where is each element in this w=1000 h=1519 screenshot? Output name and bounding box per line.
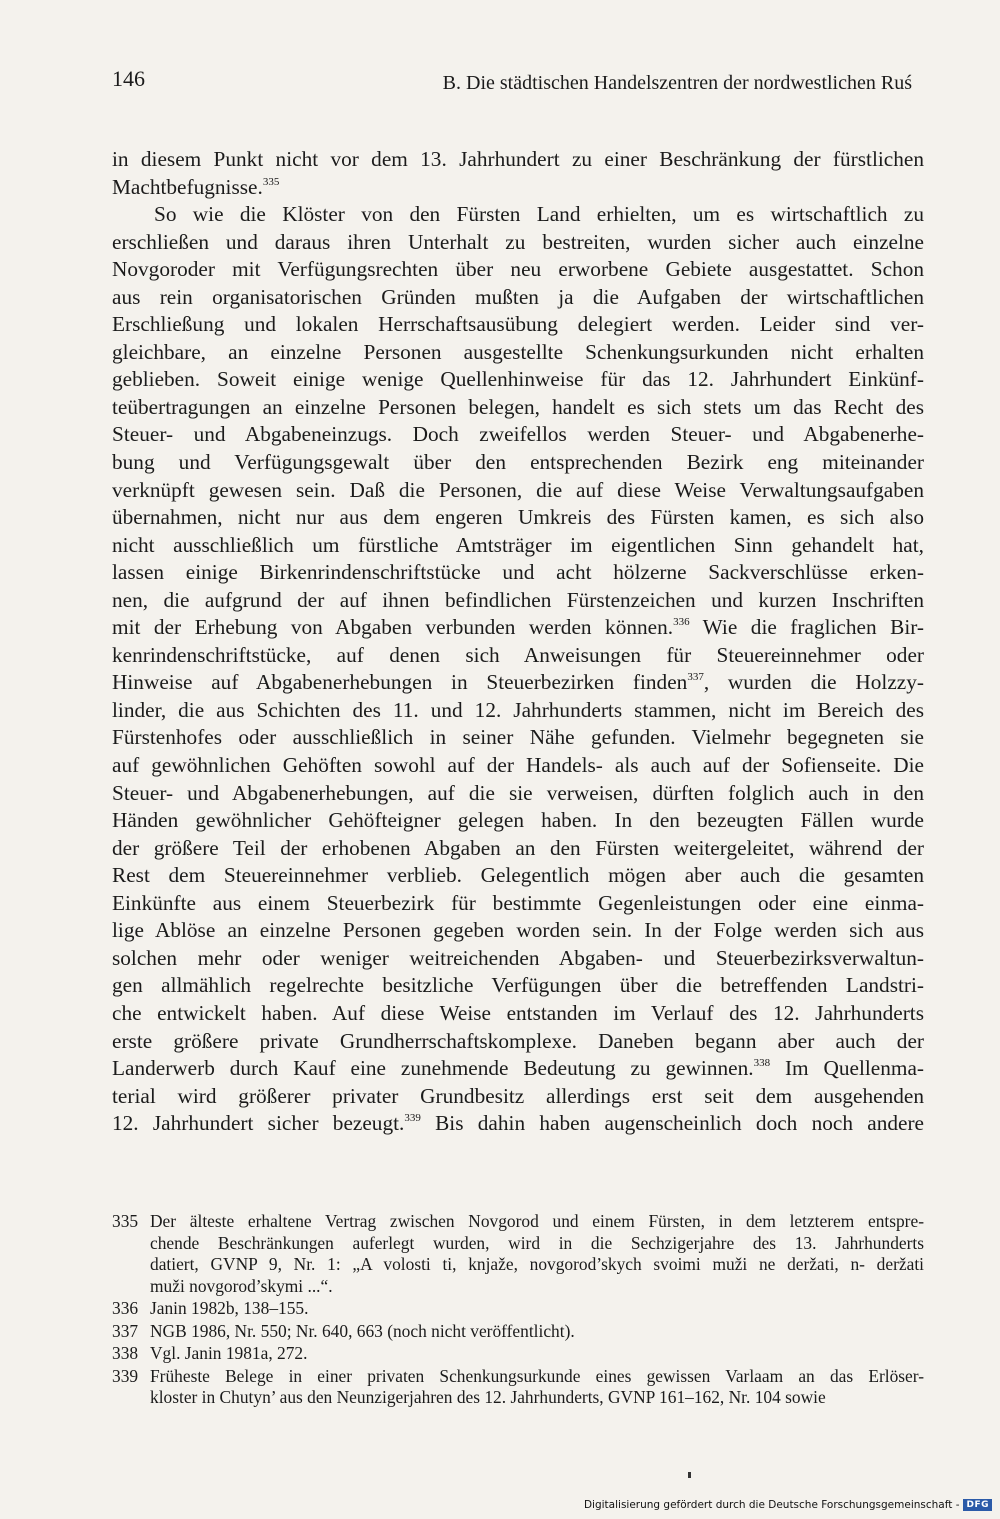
footnote-ref[interactable]: 335	[262, 175, 280, 188]
line-text: geblieben. Soweit einige wenige Quellenhinweise für das 12. Jahrhundert Einkünf-	[112, 367, 924, 392]
line-text: bung und Verfügungsgewalt über den entsprechenden Bezirk eng miteinander	[112, 450, 924, 475]
line-text: Novgoroder mit Verfügungsrechten über neu erworbene Gebiete ausgestattet. Schon	[112, 257, 924, 282]
line-text: der größere Teil der erhobenen Abgaben an den Fürsten weitergeleitet, während der	[112, 835, 924, 860]
footnote-line: kloster in Chutyn’ aus den Neunzigerjahren des 12. Jahrhunderts, GVNP 161–162, Nr. 104 sowie	[150, 1387, 826, 1407]
line-text: terial wird größerer privater Grundbesitz allerdings erst seit dem ausgehenden	[112, 1083, 924, 1108]
page-number: 146	[112, 66, 145, 91]
line-text: mit der Erhebung von Abgaben verbunden werden können.	[112, 615, 674, 640]
footnote	[112, 1366, 924, 1409]
text-line	[112, 972, 924, 1000]
line-text: Einkünfte aus einem Steuerbezirk für bestimmte Gegenleistungen oder eine einma-	[112, 890, 924, 915]
line-text: nicht ausschließlich um fürstliche Amtsträger im eigentlichen Sinn gehandelt hat,	[112, 532, 924, 557]
line-text: So wie die Klöster von den Fürsten Land erhielten, um es wirtschaftlich zu	[154, 202, 924, 227]
text-line	[112, 945, 924, 973]
text-line	[112, 504, 924, 532]
line-text: gen allmählich regelrechte besitzliche Verfügungen über die betreffenden Landstri-	[112, 973, 924, 998]
footnote-number: 337	[112, 1320, 139, 1341]
text-line	[112, 449, 924, 477]
footnote-ref[interactable]: 338	[753, 1057, 771, 1070]
line-text-after: Im Quellenma-	[770, 1056, 924, 1081]
line-text: kenrindenschriftstücke, auf denen sich Anweisungen für Steuereinnehmer oder	[112, 642, 924, 667]
footnote-ref[interactable]: 339	[404, 1112, 421, 1125]
text-line	[112, 642, 924, 670]
text-line	[112, 1083, 924, 1111]
footnote	[112, 1321, 924, 1343]
running-title: B. Die städtischen Handelszentren der nordwestlichen Ruś	[442, 72, 912, 94]
line-text: solchen mehr oder weniger weitreichenden Abgaben- und Steuerbezirksverwaltun-	[112, 945, 924, 970]
text-line	[112, 724, 924, 752]
footnote-number: 336	[112, 1298, 139, 1318]
text-line	[112, 697, 924, 725]
text-line	[112, 146, 924, 174]
line-text: teübertragungen an einzelne Personen belegen, handelt es sich stets um das Recht des	[112, 394, 924, 419]
line-text: lige Ablöse an einzelne Personen gegeben worden sein. In der Folge werden sich aus	[112, 918, 924, 943]
line-text-after: , wurden die Holzzy-	[703, 670, 924, 695]
text-line	[112, 394, 924, 422]
text-line	[112, 835, 924, 863]
footnote-line: muži novgorod’skymi ...“.	[150, 1275, 333, 1296]
text-line	[112, 201, 924, 229]
text-line	[112, 890, 924, 918]
text-line	[112, 229, 924, 257]
footnote-line: chende Beschränkungen auferlegt wurden, wird in die Sechzigerjahre des 13. Jahrhunderts	[150, 1232, 924, 1253]
line-text: 12. Jahrhundert sicher bezeugt.	[112, 1111, 405, 1136]
main-text	[112, 146, 924, 1138]
page-header	[112, 66, 924, 106]
line-text-after: Bis dahin haben augenscheinlich doch noch andere	[420, 1111, 924, 1136]
digitization-credit	[584, 1499, 992, 1511]
footnote-line: Janin 1982b, 138–155.	[150, 1298, 309, 1318]
text-line	[112, 256, 924, 284]
line-text: Steuer- und Abgabenerhebungen, auf die sie verweisen, dürften folglich auch in den	[112, 780, 924, 805]
text-line	[112, 1000, 924, 1028]
scan-mark	[688, 1472, 691, 1478]
line-text: übernahmen, nicht nur aus dem engeren Umkreis des Fürsten kamen, es sich also	[112, 505, 924, 530]
line-text: erste größere private Grundherrschaftskomplexe. Daneben begann aber auch der	[112, 1028, 924, 1053]
line-text: linder, die aus Schichten des 11. und 12. Jahrhunderts stammen, nicht im Bereich des	[112, 697, 924, 722]
text-line	[112, 1028, 924, 1056]
line-text: Fürstenhofes oder ausschließlich in seiner Nähe gefunden. Vielmehr begegneten sie	[112, 725, 924, 750]
footnotes	[112, 1211, 924, 1410]
footnote-line: datiert, GVNP 9, Nr. 1: „A volosti ti, knjaže, novgorod’skych svoimi muži ne deržati, n- deržati	[150, 1254, 924, 1274]
line-text: che entwickelt haben. Auf diese Weise entstanden im Verlauf des 12. Jahrhunderts	[112, 1000, 924, 1025]
line-text: lassen einige Birkenrindenschriftstücke und acht hölzerne Sackverschlüsse erken-	[112, 560, 924, 585]
footnote	[112, 1343, 924, 1365]
line-text-after: Wie die fraglichen Bir-	[689, 615, 925, 640]
text-line	[112, 477, 924, 505]
footnote-line: Früheste Belege in einer privaten Schenkungsurkunde eines gewissen Varlaam an das Erlöser-	[150, 1365, 924, 1386]
line-text: erschließen und daraus ihren Unterhalt zu bestreiten, wurden sicher auch einzelne	[112, 229, 924, 254]
text-line	[112, 1055, 924, 1083]
text-line	[112, 587, 924, 615]
footnote-ref[interactable]: 336	[673, 616, 690, 629]
footnote-number: 338	[112, 1343, 139, 1363]
line-text: verknüpft gewesen sein. Daß die Personen, die auf diese Weise Verwaltungsaufgaben	[112, 477, 924, 502]
text-line	[112, 917, 924, 945]
footnote-line: Der älteste erhaltene Vertrag zwischen Novgorod und einem Fürsten, in dem letzterem entspre-	[150, 1211, 924, 1231]
footnote	[112, 1298, 924, 1320]
text-line	[112, 614, 924, 642]
line-text: in diesem Punkt nicht vor dem 13. Jahrhundert zu einer Beschränkung der fürstlichen	[112, 147, 924, 171]
line-text: Rest dem Steuereinnehmer verblieb. Gelegentlich mögen aber auch die gesamten	[112, 863, 924, 888]
line-text: Händen gewöhnlicher Gehöfteigner gelegen haben. In den bezeugten Fällen wurde	[112, 808, 924, 833]
text-line	[112, 311, 924, 339]
line-text: Machtbefugnisse.	[112, 174, 263, 199]
line-text: Steuer- und Abgabeneinzugs. Doch zweifellos werden Steuer- und Abgabenerhe-	[112, 422, 924, 447]
line-text: Hinweise auf Abgabenerhebungen in Steuerbezirken finden	[112, 670, 688, 695]
text-line	[112, 284, 924, 312]
text-line	[112, 339, 924, 367]
text-line	[112, 174, 924, 202]
text-line	[112, 532, 924, 560]
text-line	[112, 780, 924, 808]
text-line	[112, 421, 924, 449]
text-line	[112, 752, 924, 780]
text-line	[112, 862, 924, 890]
footnote-line: NGB 1986, Nr. 550; Nr. 640, 663 (noch nicht veröffentlicht).	[150, 1320, 575, 1341]
text-line	[112, 366, 924, 394]
line-text: Landerwerb durch Kauf eine zunehmende Bedeutung zu gewinnen.	[112, 1056, 754, 1081]
text-line	[112, 1110, 924, 1138]
line-text: gleichbare, an einzelne Personen ausgestellte Schenkungsurkunden nicht erhalten	[112, 339, 924, 364]
text-line	[112, 807, 924, 835]
text-line	[112, 669, 924, 697]
footnote-line: Vgl. Janin 1981a, 272.	[150, 1343, 308, 1363]
line-text: nen, die aufgrund der auf ihnen befindlichen Fürstenzeichen und kurzen Inschriften	[112, 587, 924, 612]
footnote-number: 339	[112, 1365, 139, 1386]
footnote-ref[interactable]: 337	[687, 671, 704, 684]
footnote-number: 335	[112, 1211, 139, 1231]
line-text: aus rein organisatorischen Gründen mußten ja die Aufgaben der wirtschaftlichen	[112, 284, 924, 309]
dfg-logo: DFG	[963, 1499, 992, 1511]
credit-text: Digitalisierung gefördert durch die Deutsche Forschungsgemeinschaft -	[583, 1499, 960, 1511]
line-text: auf gewöhnlichen Gehöften sowohl auf der Handels- als auch auf der Sofienseite. Die	[112, 753, 924, 778]
text-line	[112, 559, 924, 587]
footnote	[112, 1211, 924, 1297]
line-text: Erschließung und lokalen Herrschaftsausübung delegiert werden. Leider sind ver-	[112, 312, 924, 337]
